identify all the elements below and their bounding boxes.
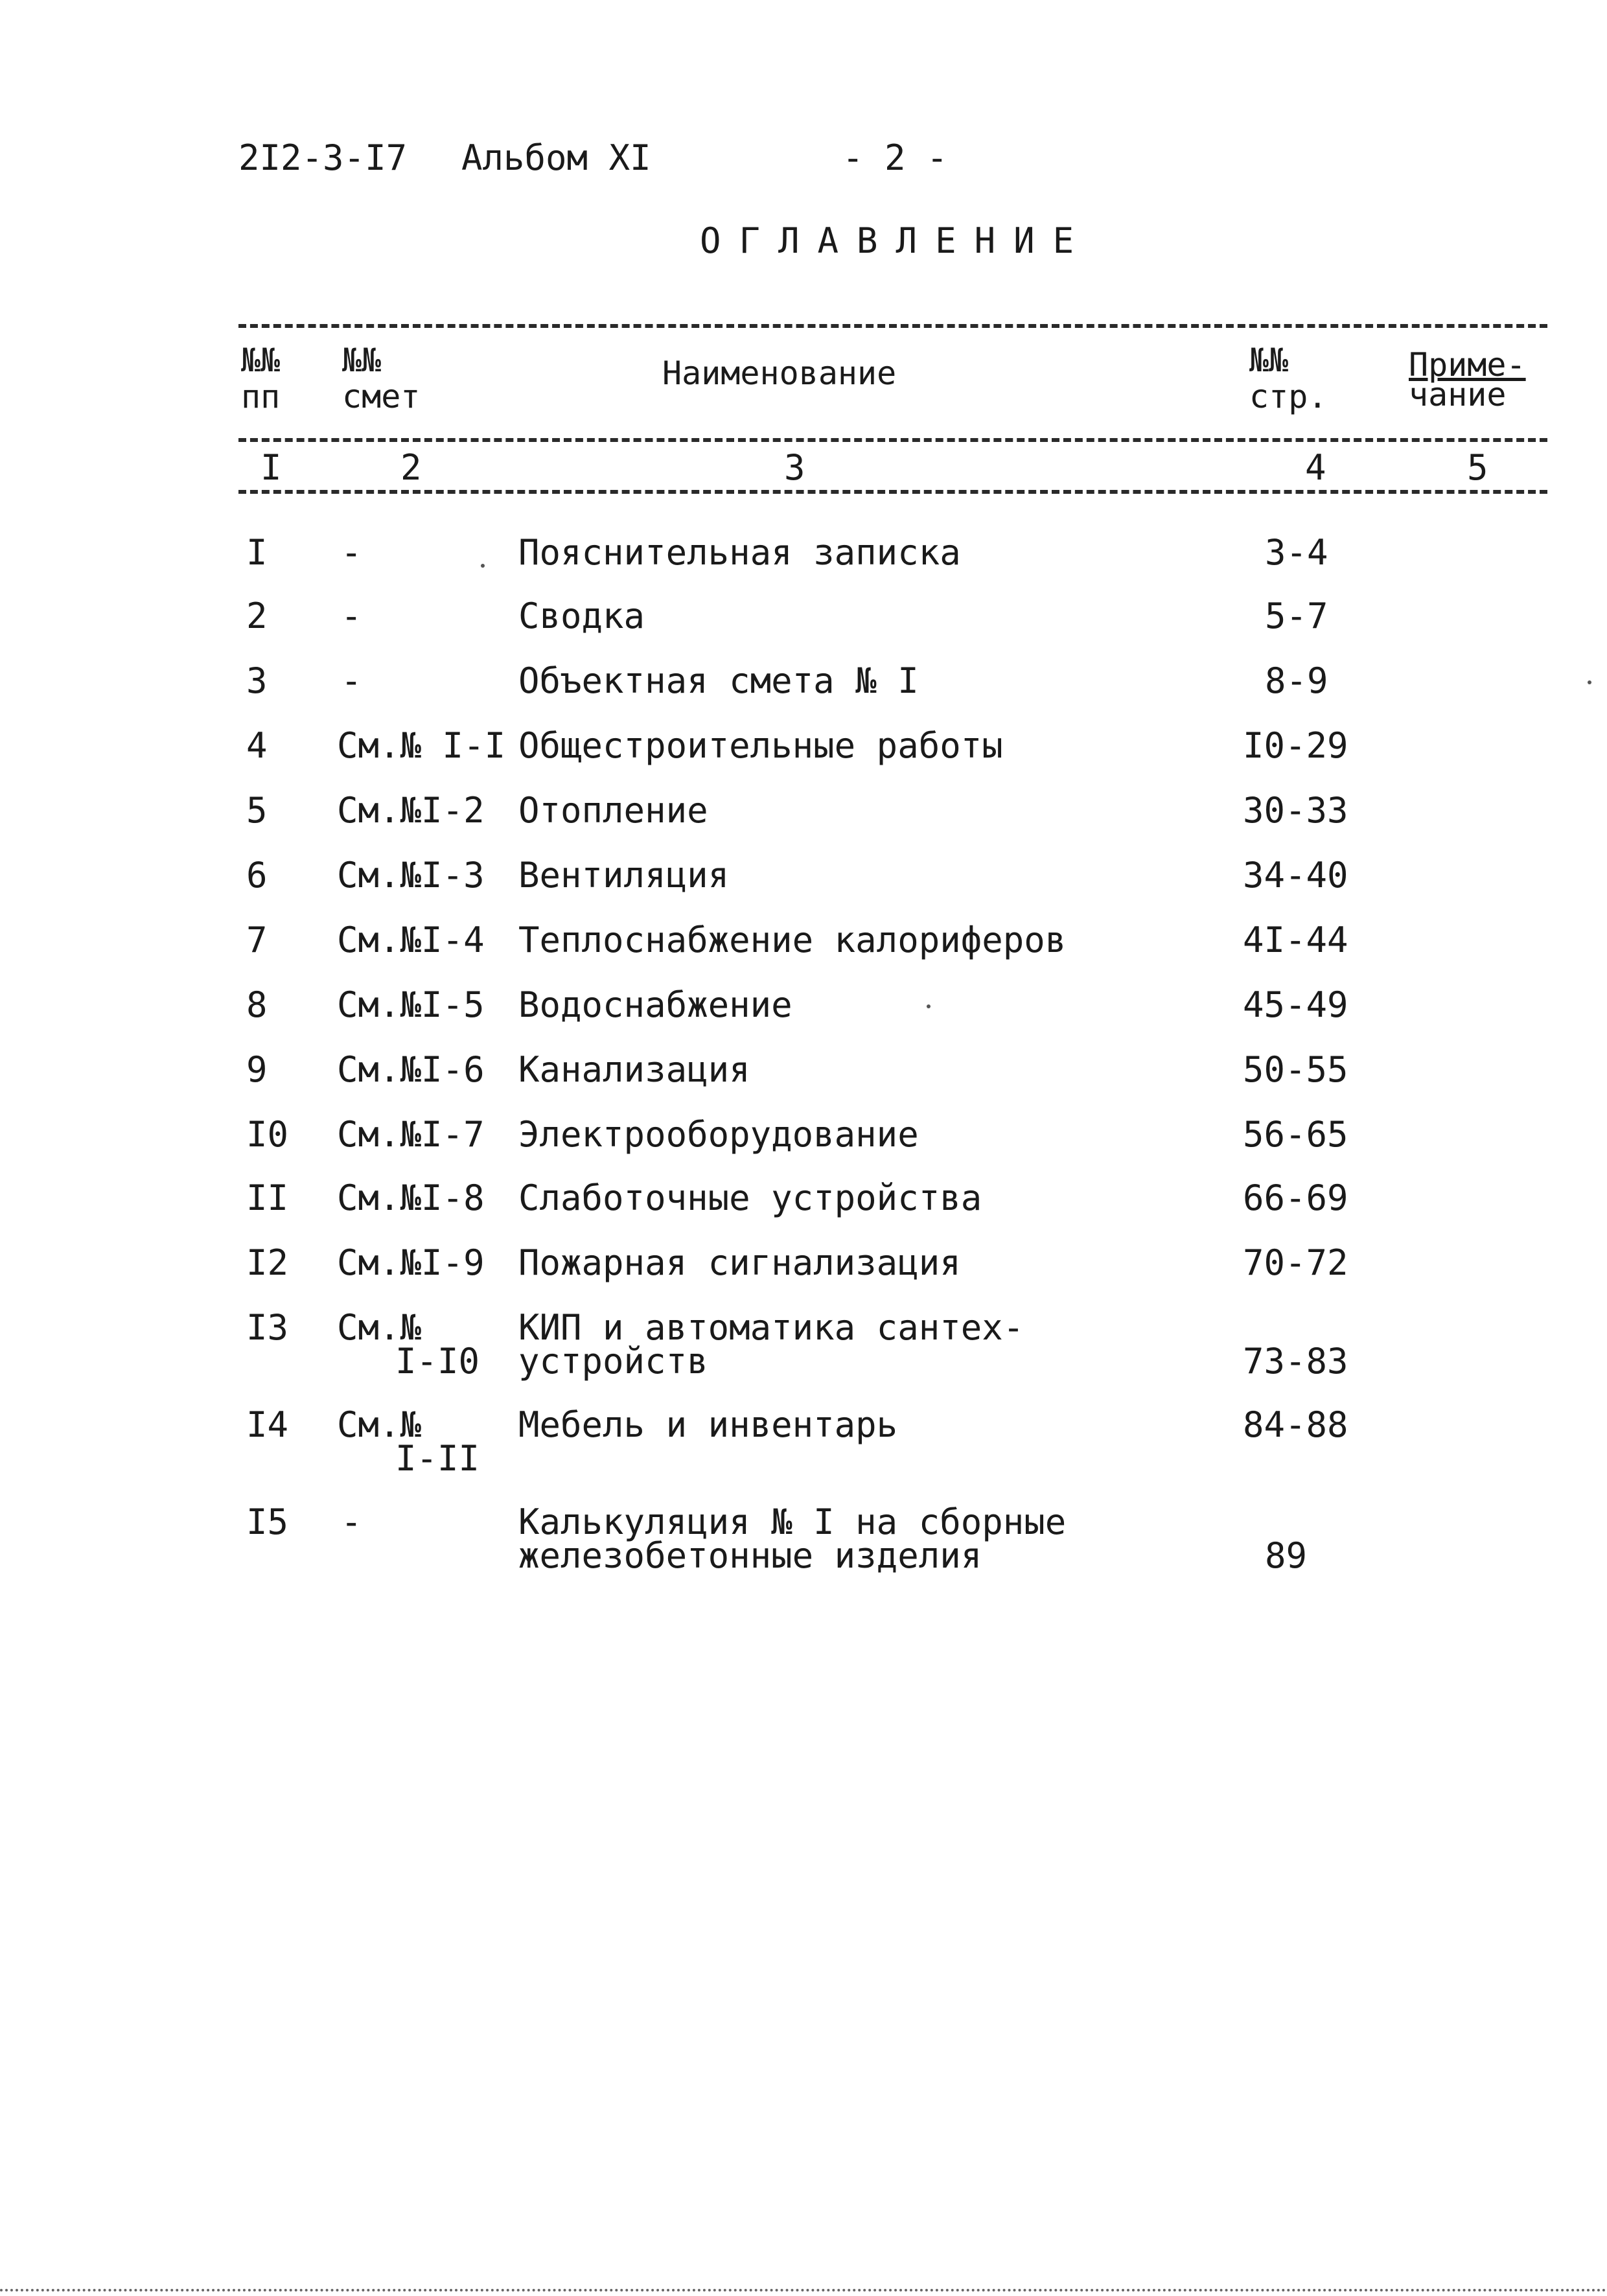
row-number: 5	[246, 790, 268, 831]
row-number: I5	[246, 1502, 289, 1542]
section-name: Электрооборудование	[518, 1114, 919, 1155]
estimate-number: См.№	[337, 1307, 422, 1348]
row-number: 2	[246, 596, 268, 636]
column-header-page	[1249, 342, 1327, 415]
estimate-number: I-II	[395, 1438, 480, 1479]
page-range: 70-72	[1243, 1242, 1348, 1283]
column-header-name: Наименование	[662, 354, 897, 392]
section-name: КИП и автоматика сантех-	[518, 1307, 1024, 1348]
section-name: Сводка	[518, 596, 645, 636]
estimate-number: См.№	[337, 1404, 422, 1445]
document-code: 2I2-3-I7	[238, 137, 408, 178]
row-number: 6	[246, 855, 268, 896]
page-title: ОГЛАВЛЕНИЕ	[700, 220, 1093, 261]
page-range: 84-88	[1243, 1404, 1348, 1445]
column-header-pp-line1: №№	[241, 342, 281, 379]
column-number-4: 4	[1305, 447, 1326, 488]
column-number-5: 5	[1467, 447, 1488, 488]
column-number-2: 2	[400, 447, 422, 488]
page-range: 73-83	[1243, 1341, 1348, 1382]
section-name: железобетонные изделия	[518, 1535, 982, 1576]
table-top-rule	[238, 324, 1547, 328]
estimate-number: -	[341, 660, 362, 701]
section-name: Пояснительная записка	[518, 532, 961, 573]
row-number: I4	[246, 1404, 289, 1445]
estimate-number: См.№ I-I	[337, 725, 506, 766]
column-number-3: 3	[784, 447, 805, 488]
section-name: Объектная смета № I	[518, 660, 919, 701]
estimate-number: См.№I-3	[337, 855, 485, 896]
estimate-number: -	[341, 532, 362, 573]
section-name: Мебель и инвентарь	[518, 1404, 898, 1445]
column-header-pp	[241, 342, 280, 415]
estimate-number: См.№I-8	[337, 1177, 485, 1218]
section-name: Водоснабжение	[518, 984, 792, 1025]
column-header-smet-line2: смет	[342, 378, 421, 415]
table-header-rule	[238, 438, 1547, 442]
estimate-number: См.№I-6	[337, 1049, 485, 1090]
column-header-note-line1: Приме-	[1409, 346, 1526, 384]
page-range: 3-4	[1265, 532, 1328, 573]
page-range: 45-49	[1243, 984, 1348, 1025]
page-range: 4I-44	[1243, 920, 1348, 960]
row-number: II	[246, 1177, 289, 1218]
row-number: 7	[246, 920, 268, 960]
page-number: - 2 -	[842, 137, 948, 178]
scan-edge	[0, 2289, 1607, 2291]
section-name: Теплоснабжение калориферов	[518, 920, 1067, 960]
section-name: Канализация	[518, 1049, 750, 1090]
row-number: 9	[246, 1049, 268, 1090]
scan-speck	[481, 564, 485, 568]
estimate-number: -	[341, 1502, 362, 1542]
column-header-page-line1: №№	[1249, 342, 1289, 379]
column-header-note-line2: чание	[1409, 376, 1507, 413]
section-name: Слаботочные устройства	[518, 1177, 982, 1218]
section-name: Калькуляция № I на сборные	[518, 1502, 1067, 1542]
row-number: 4	[246, 725, 268, 766]
estimate-number: См.№I-9	[337, 1242, 485, 1283]
column-number-1: I	[260, 447, 282, 488]
row-number: I	[246, 532, 268, 573]
album-label: Альбом XI	[461, 137, 651, 178]
column-header-smet-line1: №№	[342, 342, 382, 379]
section-name: Пожарная сигнализация	[518, 1242, 961, 1283]
page-range: 34-40	[1243, 855, 1348, 896]
section-name: Вентиляция	[518, 855, 730, 896]
row-number: I0	[246, 1114, 289, 1155]
page-range: 8-9	[1265, 660, 1328, 701]
page-range: 56-65	[1243, 1114, 1348, 1155]
column-header-page-line2: стр.	[1249, 378, 1328, 415]
page-range: 5-7	[1265, 596, 1328, 636]
estimate-number: См.№I-7	[337, 1114, 485, 1155]
scan-speck	[927, 1004, 931, 1008]
page-range: 89	[1265, 1535, 1308, 1576]
section-name: устройств	[518, 1341, 708, 1382]
page-range: I0-29	[1243, 725, 1348, 766]
column-header-smet	[342, 342, 420, 415]
estimate-number: -	[341, 596, 362, 636]
scan-speck	[1588, 680, 1591, 684]
section-name: Общестроительные работы	[518, 725, 1003, 766]
column-header-note	[1409, 346, 1526, 413]
estimate-number: I-I0	[395, 1341, 480, 1382]
page-range: 50-55	[1243, 1049, 1348, 1090]
estimate-number: См.№I-2	[337, 790, 485, 831]
row-number: I3	[246, 1307, 289, 1348]
row-number: 8	[246, 984, 268, 1025]
table-numbers-rule	[238, 490, 1547, 494]
column-header-pp-line2: пп	[241, 378, 281, 415]
page-range: 66-69	[1243, 1177, 1348, 1218]
row-number: 3	[246, 660, 268, 701]
section-name: Отопление	[518, 790, 708, 831]
estimate-number: См.№I-5	[337, 984, 485, 1025]
page-range: 30-33	[1243, 790, 1348, 831]
estimate-number: См.№I-4	[337, 920, 485, 960]
row-number: I2	[246, 1242, 289, 1283]
